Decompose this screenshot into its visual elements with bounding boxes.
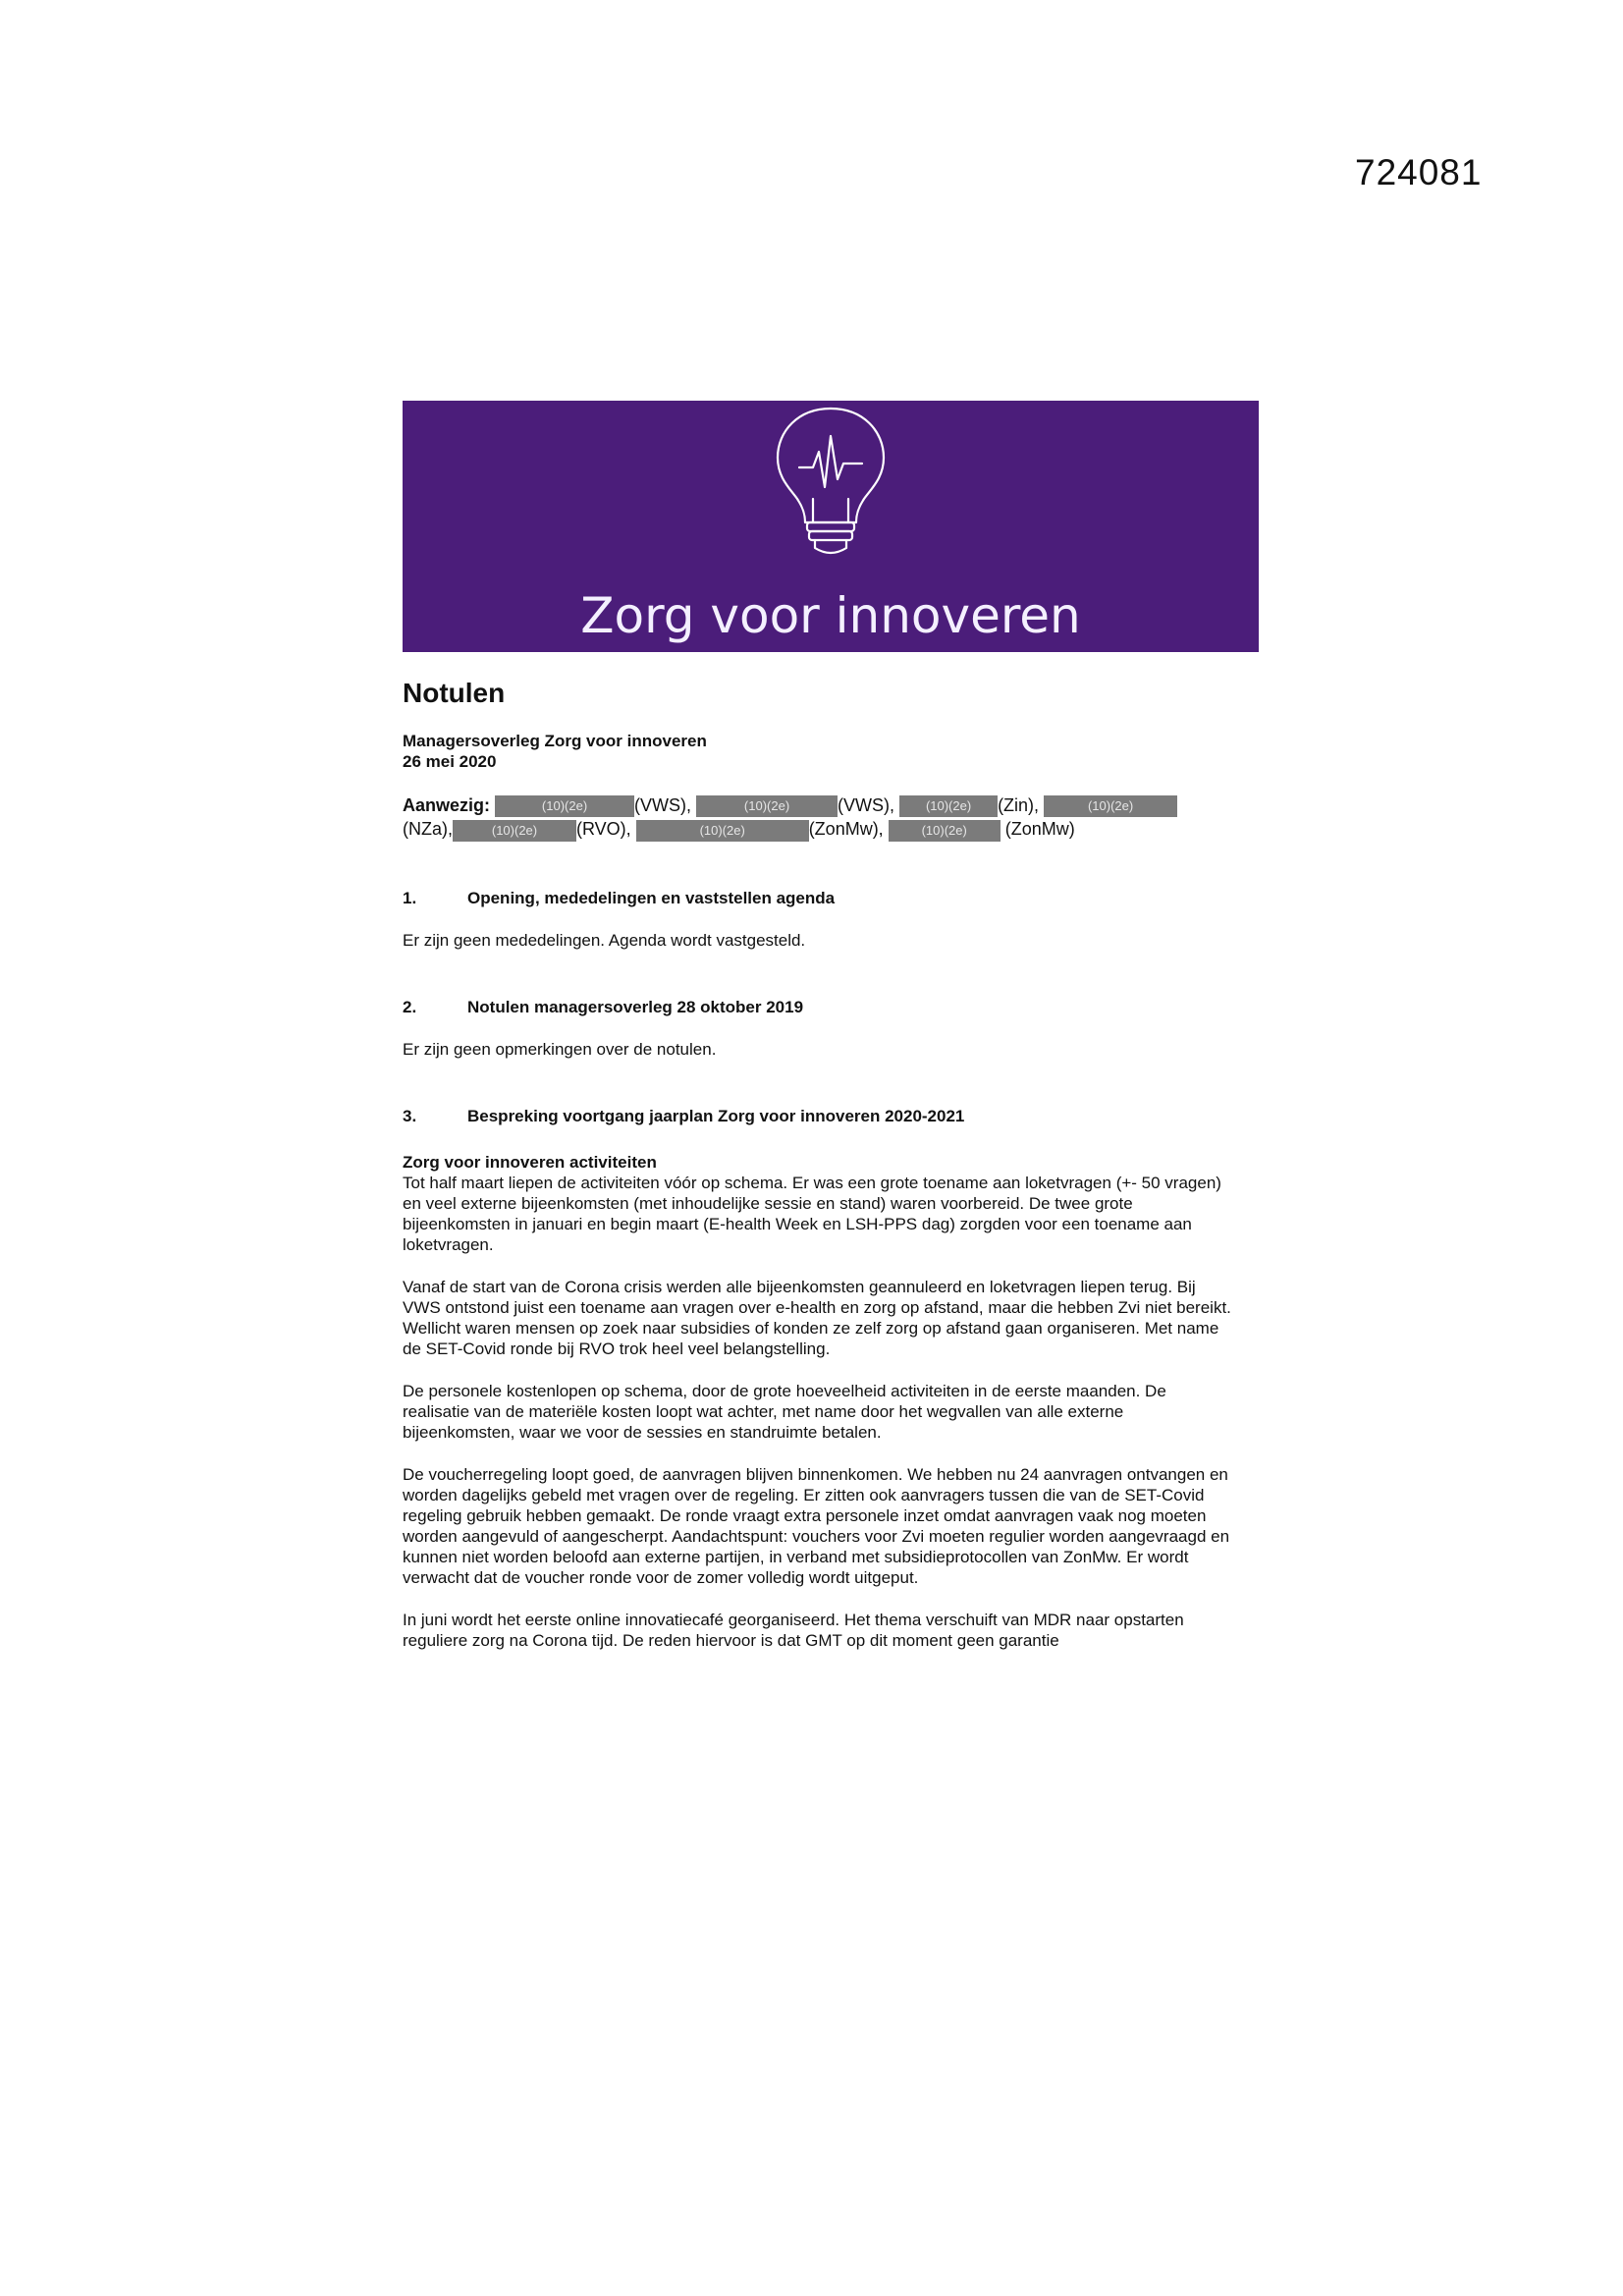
document-body [403, 678, 1237, 1651]
section-title: Opening, mededelingen en vaststellen agenda [467, 888, 836, 907]
redaction-block: (10)(2e) [889, 820, 1001, 842]
subheading: Zorg voor innoveren activiteiten [403, 1152, 657, 1172]
header-banner [403, 401, 1259, 652]
meeting-date: 26 mei 2020 [403, 752, 497, 771]
attendance-label: Aanwezig: [403, 795, 491, 815]
paragraph: De voucherregeling loopt goed, de aanvragen blijven binnenkomen. We hebben nu 24 aanvragen ontvangen en worden dagelijks gebeld met vragen over de regeling. Er zitten ook aanvragers tussen die van de SET-Covid regeling gebruik hebben gemaakt. De ronde vraagt extra personele inzet omdat aanvragen vaak nog moeten worden aangevuld of aangescherpt. Aandachtspunt: vouchers voor Zvi moeten regulier worden aangevraagd en kunnen niet worden beloofd aan externe partijen, in verband met subsidieprotocollen van ZonMw. Er wordt verwacht dat de voucher ronde voor de zomer volledig wordt uitgeput. [403, 1464, 1230, 1587]
attendance-list [403, 793, 1237, 842]
paragraph: Vanaf de start van de Corona crisis werden alle bijeenkomsten geannuleerd en loketvragen liepen terug. Bij VWS ontstond juist een toename aan vragen over e-health en zorg op afstand, maar die hebben Zvi niet bereikt. Wellicht waren mensen op zoek naar subsidies of konden ze zelf zorg op afstand gaan organiseren. Met name de SET-Covid ronde bij RVO trok heel veel belangstelling. [403, 1277, 1231, 1358]
org-label: (ZonMw) [1004, 819, 1075, 840]
document-number: 724081 [1355, 152, 1483, 192]
org-label: (ZonMw), [808, 819, 884, 840]
section-number: 3. [403, 1106, 417, 1125]
paragraph: De personele kostenlopen op schema, door de grote hoeveelheid activiteiten in de eerste maanden. De realisatie van de materiële kosten loopt wat achter, met name door het wegvallen van alle externe bijeenkomsten, waar we voor de sessies en standruimte betalen. [403, 1381, 1166, 1442]
org-label: (VWS), [634, 795, 692, 815]
meeting-info [403, 731, 1237, 772]
section-number: 2. [403, 997, 417, 1016]
paragraph: Tot half maart liepen de activiteiten vóór op schema. Er was een grote toename aan loketvragen (+- 50 vragen) en veel externe bijeenkomsten (met inhoudelijke sessie en stand) waren voorbereid. De twee grote bijeenkomsten in januari en begin maart (E-health Week en LSH-PPS dag) zorgden voor een toename aan loketvragen. [403, 1173, 1221, 1254]
redaction-block: (10)(2e) [899, 795, 998, 817]
section-title: Notulen managersoverleg 28 oktober 2019 [467, 997, 804, 1016]
paragraph: In juni wordt het eerste online innovatiecafé georganiseerd. Het thema verschuift van MDR naar opstarten reguliere zorg na Corona tijd. De reden hiervoor is dat GMT op dit moment geen garantie [403, 1610, 1184, 1650]
section-title: Bespreking voortgang jaarplan Zorg voor innoveren 2020-2021 [467, 1106, 965, 1125]
org-label: (NZa), [403, 819, 453, 840]
section-text: Er zijn geen mededelingen. Agenda wordt vastgesteld. [403, 930, 806, 950]
section-heading [403, 889, 1237, 908]
redaction-block: (10)(2e) [1044, 795, 1177, 817]
redaction-block: (10)(2e) [636, 820, 809, 842]
section-text: Er zijn geen opmerkingen over de notulen. [403, 1039, 717, 1059]
redaction-block: (10)(2e) [453, 820, 576, 842]
redaction-block: (10)(2e) [495, 795, 634, 817]
banner-title: Zorg voor innoveren [580, 587, 1081, 644]
section-heading [403, 1107, 1237, 1126]
org-label: (RVO), [576, 819, 631, 840]
redaction-block: (10)(2e) [696, 795, 838, 817]
meeting-name: Managersoverleg Zorg voor innoveren [403, 732, 707, 750]
org-label: (Zin), [998, 795, 1040, 815]
section-number: 1. [403, 888, 417, 907]
document-title: Notulen [403, 678, 506, 708]
section-heading [403, 998, 1237, 1017]
org-label: (VWS), [838, 795, 895, 815]
